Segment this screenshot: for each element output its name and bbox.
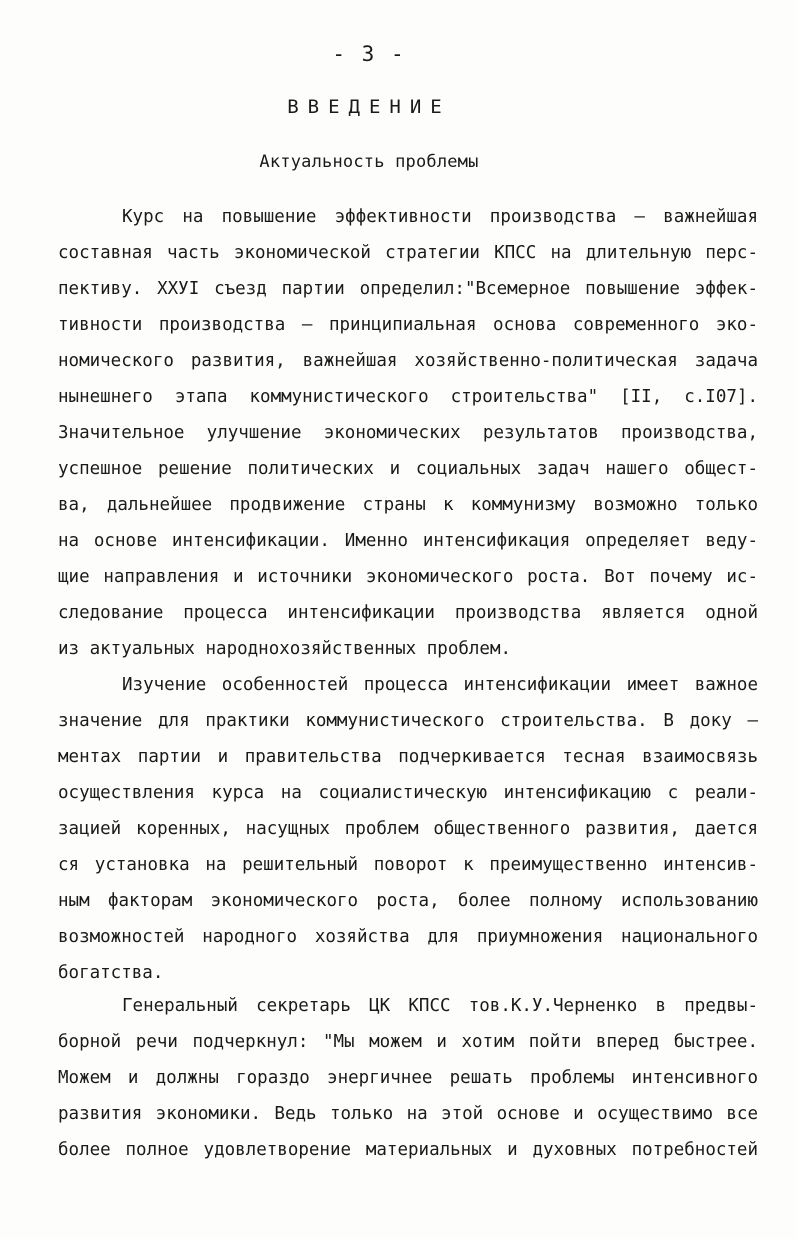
text-line: ся установка на решительный поворот к преимущественно интенсив- (58, 855, 758, 875)
text-line: богатства. (58, 963, 164, 983)
text-line: ва, дальнейшее продвижение страны к коммунизму возможно только (58, 495, 758, 515)
text-line: Можем и должны гораздо энергичнее решать проблемы интенсивного (58, 1068, 758, 1088)
text-line: ментах партии и правительства подчеркивается тесная взаимосвязь (58, 747, 758, 767)
text-line: значение для практики коммунистического строительства. В доку – (58, 711, 758, 731)
page-number: - 3 - (332, 42, 406, 66)
text-line: пективу. ХХУI съезд партии определил:"Всемерное повышение эффек- (58, 279, 758, 299)
text-line: борной речи подчеркнул: "Мы можем и хотим пойти вперед быстрее. (58, 1032, 758, 1052)
text-line: следование процесса интенсификации производства является одной (58, 603, 758, 623)
text-line: зацией коренных, насущных проблем общественного развития, дается (58, 819, 758, 839)
text-line: номического развития, важнейшая хозяйственно-политическая задача (58, 351, 758, 371)
text-line: из актуальных народнохозяйственных проблем. (58, 639, 512, 659)
text-line: осуществления курса на социалистическую интенсификацию с реали- (58, 783, 758, 803)
text-line: щие направления и источники экономического роста. Вот почему ис- (58, 567, 758, 587)
text-line: тивности производства – принципиальная основа современного эко- (58, 315, 758, 335)
section-subheading: Актуальность проблемы (259, 152, 479, 172)
text-line: составная часть экономической стратегии КПСС на длительную перс- (58, 243, 758, 263)
text-line: нынешнего этапа коммунистического строительства" [II, с.I07]. (58, 387, 758, 407)
text-line: более полное удовлетворение материальных и духовных потребностей (58, 1140, 758, 1160)
text-line: ным факторам экономического роста, более полному использованию (58, 891, 758, 911)
section-heading: ВВЕДЕНИЕ (287, 96, 451, 118)
text-line: Курс на повышение эффективности производства – важнейшая (122, 207, 758, 227)
text-line: Генеральный секретарь ЦК КПСС тов.К.У.Черненко в предвы- (122, 996, 758, 1016)
text-line: возможностей народного хозяйства для приумножения национального (58, 927, 758, 947)
text-line: Изучение особенностей процесса интенсификации имеет важное (122, 675, 758, 695)
text-line: Значительное улучшение экономических результатов производства, (58, 423, 758, 443)
text-line: успешное решение политических и социальных задач нашего общест- (58, 459, 758, 479)
text-line: развития экономики. Ведь только на этой основе и осуществимо все (58, 1104, 758, 1124)
text-line: на основе интенсификации. Именно интенсификация определяет веду- (58, 531, 758, 551)
